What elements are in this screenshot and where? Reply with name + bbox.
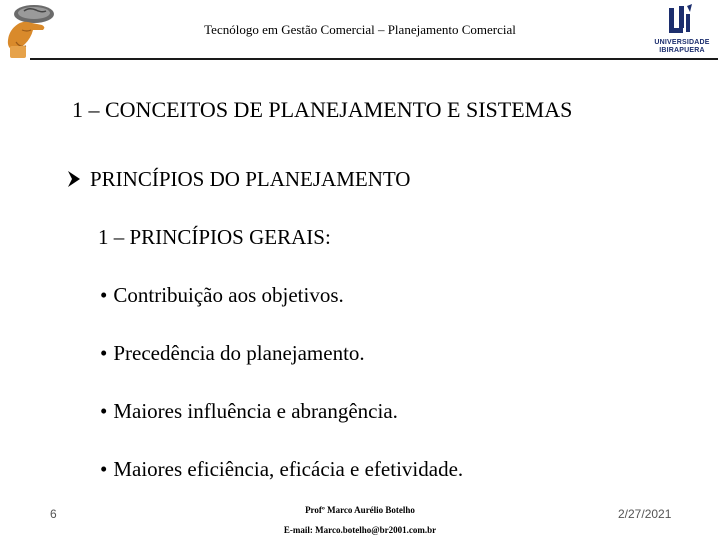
bullet-symbol: •	[100, 283, 108, 307]
bullet-text: Maiores eficiência, eficácia e efetividade.	[113, 457, 464, 481]
bullet-item	[100, 341, 365, 366]
bullet-item	[100, 457, 463, 482]
globe-on-hand-icon	[4, 2, 58, 60]
arrow-bullet-icon	[66, 169, 84, 194]
bullet-symbol: •	[100, 341, 108, 365]
arrow-bullet-text: PRINCÍPIOS DO PLANEJAMENTO	[90, 167, 411, 191]
bullet-item	[100, 399, 398, 424]
bullet-item	[100, 283, 344, 308]
university-logo-line1: UNIVERSIDADE	[654, 39, 710, 46]
university-logo-line2: IBIRAPUERA	[659, 47, 705, 54]
arrow-bullet-item	[66, 167, 410, 194]
bullet-text: Maiores influência e abrangência.	[113, 399, 398, 423]
bullet-text: Contribuição aos objetivos.	[113, 283, 344, 307]
header-title: Tecnólogo em Gestão Comercial – Planejamento Comercial	[204, 22, 516, 37]
footer-author: Profº Marco Aurélio Botelho	[305, 505, 415, 515]
slide-title: 1 – CONCEITOS DE PLANEJAMENTO E SISTEMAS	[72, 97, 573, 122]
university-logo	[648, 4, 716, 56]
footer-date: 2/27/2021	[618, 507, 672, 521]
sub-heading: 1 – PRINCÍPIOS GERAIS:	[98, 225, 331, 249]
page-number: 6	[50, 507, 57, 521]
university-emblem-icon	[666, 4, 696, 38]
bullet-text: Precedência do planejamento.	[113, 341, 365, 365]
header-divider	[30, 58, 718, 60]
bullet-symbol: •	[100, 457, 108, 481]
bullet-symbol: •	[100, 399, 108, 423]
footer-email: E-mail: Marco.botelho@br2001.com.br	[283, 525, 437, 535]
university-logo-text	[648, 39, 716, 55]
